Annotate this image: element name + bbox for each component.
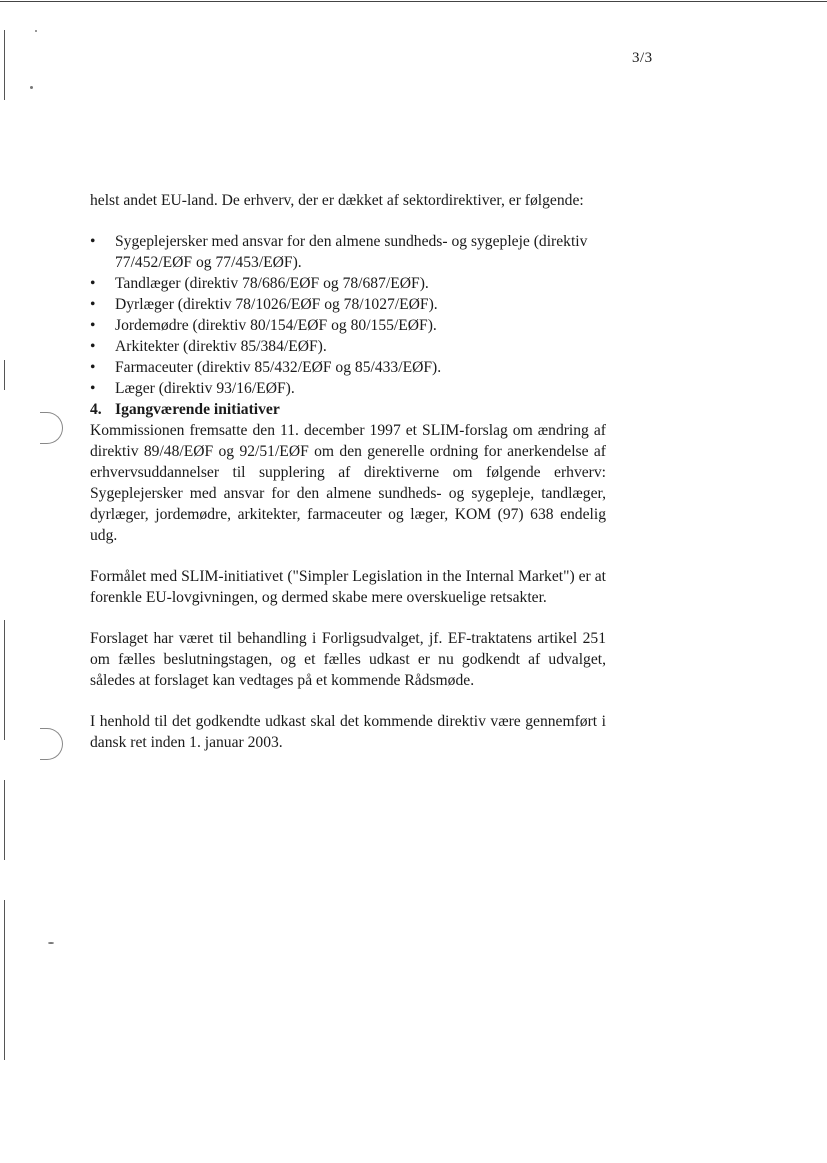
list-item-text: Farmaceuter (direktiv 85/432/EØF og 85/433/EØF).	[115, 359, 442, 376]
bullet-icon: •	[90, 359, 96, 376]
list-item-text: Jordemødre (direktiv 80/154/EØF og 80/155/EØF).	[115, 317, 437, 334]
list-item-text: Dyrlæger (direktiv 78/1026/EØF og 78/1027/EØF).	[115, 296, 438, 313]
profession-list	[90, 231, 606, 399]
bullet-icon: •	[90, 233, 96, 250]
list-item	[90, 357, 606, 378]
punch-hole	[40, 412, 63, 444]
scan-left-edge	[4, 30, 5, 100]
scan-speck	[48, 942, 54, 944]
punch-hole	[40, 728, 63, 760]
bullet-icon: •	[90, 338, 96, 355]
document-body	[90, 190, 606, 753]
list-item	[90, 378, 606, 399]
bullet-icon: •	[90, 317, 96, 334]
intro-paragraph: helst andet EU-land. De erhverv, der er dækket af sektordirektiver, er følgende:	[90, 192, 584, 209]
bullet-icon: •	[90, 275, 96, 292]
list-item-text: Tandlæger (direktiv 78/686/EØF og 78/687/EØF).	[115, 275, 429, 292]
scan-left-edge	[4, 620, 5, 740]
page-number: 3/3	[632, 50, 653, 66]
list-item	[90, 315, 606, 336]
list-item-text: Læger (direktiv 93/16/EØF).	[115, 380, 295, 397]
section-paragraph: Kommissionen fremsatte den 11. december 1997 et SLIM-forslag om ændring af direktiv 89/48/EØF og 92/51/EØF om den generelle ordning for anerkendelse af erhvervsuddannelser til supplering af direktiverne om følgende erhverv: Sygeplejersker med ansvar for den almene sundheds- og sygepleje, tandlæger, dyrlæger, jordemødre, arkitekter, farmaceuter og læger, KOM (97) 638 endelig udg.	[90, 422, 606, 544]
list-item	[90, 336, 606, 357]
bullet-icon: •	[90, 380, 96, 397]
list-item-text: Arkitekter (direktiv 85/384/EØF).	[115, 338, 327, 355]
scan-speck	[30, 86, 33, 89]
section-paragraph: Forslaget har været til behandling i Forligsudvalget, jf. EF-traktatens artikel 251 om fælles beslutningstagen, og et fælles udkast er nu godkendt af udvalget, således at forslaget kan vedtages på et kommende Rådsmøde.	[90, 630, 606, 689]
section-heading	[90, 399, 606, 420]
bullet-icon: •	[90, 296, 96, 313]
list-item	[90, 231, 606, 273]
section-paragraph: Formålet med SLIM-initiativet ("Simpler Legislation in the Internal Market") er at forenkle EU-lovgivningen, og dermed skabe mere overskuelige retsakter.	[90, 568, 606, 606]
scan-left-edge	[4, 900, 5, 1060]
scan-left-edge	[4, 360, 5, 390]
section-paragraph: I henhold til det godkendte udkast skal det kommende direktiv være gennemført i dansk ret inden 1. januar 2003.	[90, 713, 606, 751]
scan-top-edge	[0, 1, 827, 2]
list-item	[90, 273, 606, 294]
scan-left-edge	[4, 780, 5, 860]
list-item-text: Sygeplejersker med ansvar for den almene sundheds- og sygepleje (direktiv 77/452/EØF og 77/453/EØF).	[115, 233, 588, 271]
scan-speck	[35, 30, 37, 32]
section-number: 4.	[90, 401, 102, 418]
list-item	[90, 294, 606, 315]
section-title: Igangværende initiativer	[115, 401, 280, 418]
